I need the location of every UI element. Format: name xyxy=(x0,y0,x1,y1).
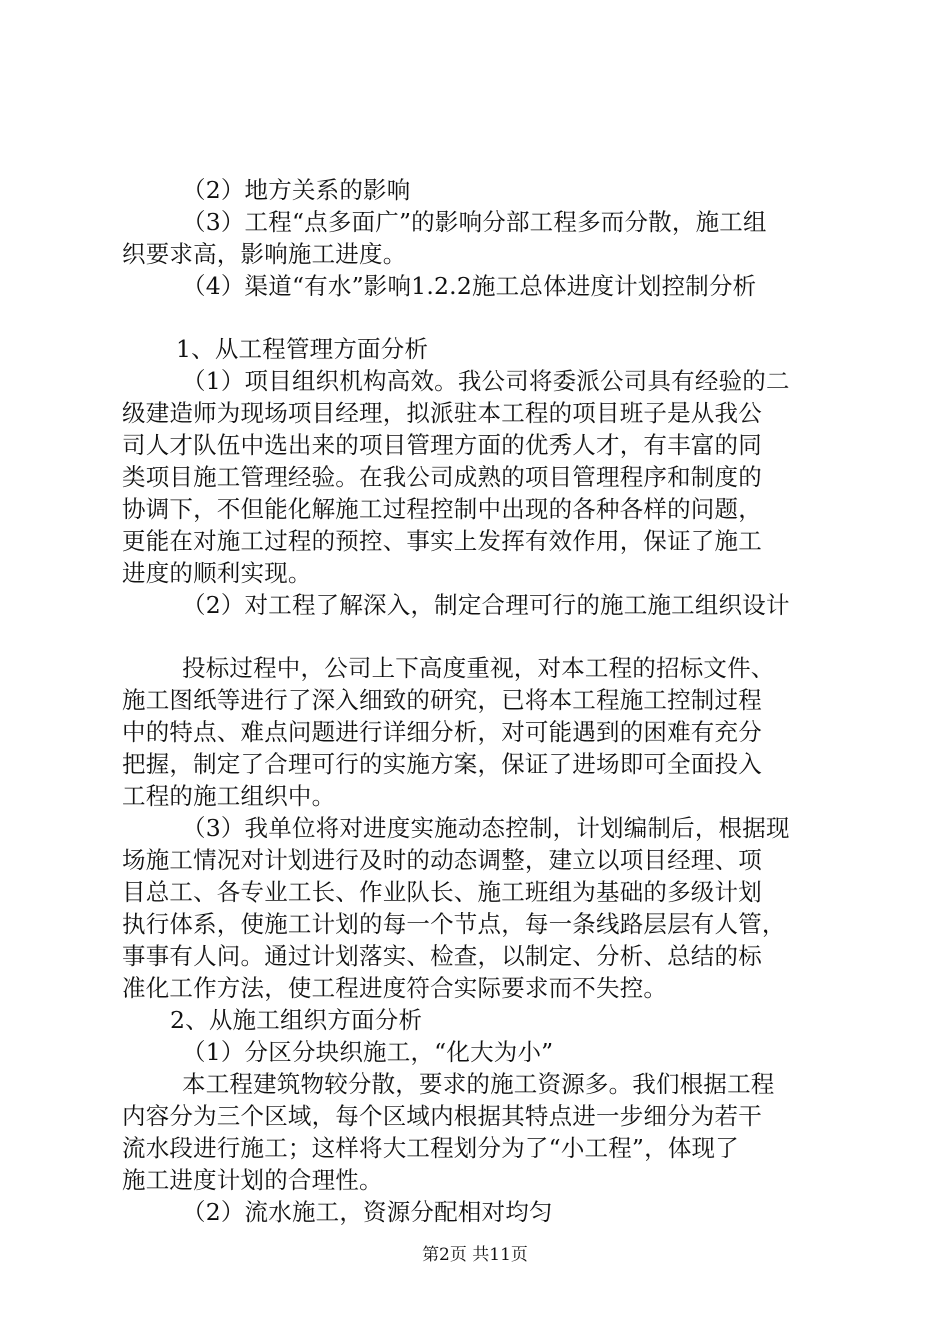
list-item: （2）对工程了解深入，制定合理可行的施工施工组织设计 xyxy=(182,591,790,619)
paragraph-line: 施工进度计划的合理性。 xyxy=(122,1166,383,1194)
list-item: （2）地方关系的影响 xyxy=(182,176,411,204)
paragraph-line: 流水段进行施工；这样将大工程划分为了“小工程”，体现了 xyxy=(122,1134,739,1162)
paragraph-line: 类项目施工管理经验。在我公司成熟的项目管理程序和制度的 xyxy=(122,463,762,491)
list-item: （2）流水施工，资源分配相对均匀 xyxy=(182,1198,553,1226)
paragraph-line: 中的特点、难点问题进行详细分析，对可能遇到的困难有充分 xyxy=(122,718,762,746)
paragraph-line: 事事有人问。通过计划落实、检查，以制定、分析、总结的标 xyxy=(122,942,762,970)
paragraph-line: 内容分为三个区域，每个区域内根据其特点进一步细分为若干 xyxy=(122,1102,762,1130)
list-item: （1）分区分块织施工，“化大为小” xyxy=(182,1038,554,1066)
section-heading: 1、从工程管理方面分析 xyxy=(176,335,429,363)
paragraph-line: 把握，制定了合理可行的实施方案，保证了进场即可全面投入 xyxy=(122,750,762,778)
list-item: （3）我单位将对进度实施动态控制，计划编制后，根据现 xyxy=(182,814,790,842)
paragraph-line: 织要求高，影响施工进度。 xyxy=(122,240,407,268)
paragraph-line: 投标过程中，公司上下高度重视，对本工程的招标文件、 xyxy=(182,654,775,682)
paragraph-line: 协调下，不但能化解施工过程控制中出现的各种各样的问题， xyxy=(122,495,762,523)
paragraph-line: 司人才队伍中选出来的项目管理方面的优秀人才，有丰富的同 xyxy=(122,431,762,459)
paragraph-line: 场施工情况对计划进行及时的动态调整，建立以项目经理、项 xyxy=(122,846,762,874)
paragraph-line: 更能在对施工过程的预控、事实上发挥有效作用，保证了施工 xyxy=(122,527,762,555)
paragraph-line: 进度的顺利实现。 xyxy=(122,559,312,587)
paragraph-line: 目总工、各专业工长、作业队长、施工班组为基础的多级计划 xyxy=(122,878,762,906)
section-heading: 2、从施工组织方面分析 xyxy=(170,1006,423,1034)
paragraph-line: 施工图纸等进行了深入细致的研究，已将本工程施工控制过程 xyxy=(122,686,762,714)
paragraph-line: 级建造师为现场项目经理，拟派驻本工程的项目班子是从我公 xyxy=(122,399,762,427)
list-item: （4）渠道“有水”影响1.2.2施工总体进度计划控制分析 xyxy=(182,272,757,300)
paragraph-line: 执行体系，使施工计划的每一个节点，每一条线路层层有人管， xyxy=(122,910,786,938)
paragraph-line: 准化工作方法，使工程进度符合实际要求而不失控。 xyxy=(122,974,668,1002)
paragraph-line: 本工程建筑物较分散，要求的施工资源多。我们根据工程 xyxy=(182,1070,775,1098)
page-number-footer: 第2页 共11页 xyxy=(422,1245,528,1265)
list-item: （3）工程“点多面广”的影响分部工程多而分散，施工组 xyxy=(182,208,767,236)
paragraph-line: 工程的施工组织中。 xyxy=(122,782,336,810)
list-item: （1）项目组织机构高效。我公司将委派公司具有经验的二 xyxy=(182,367,790,395)
